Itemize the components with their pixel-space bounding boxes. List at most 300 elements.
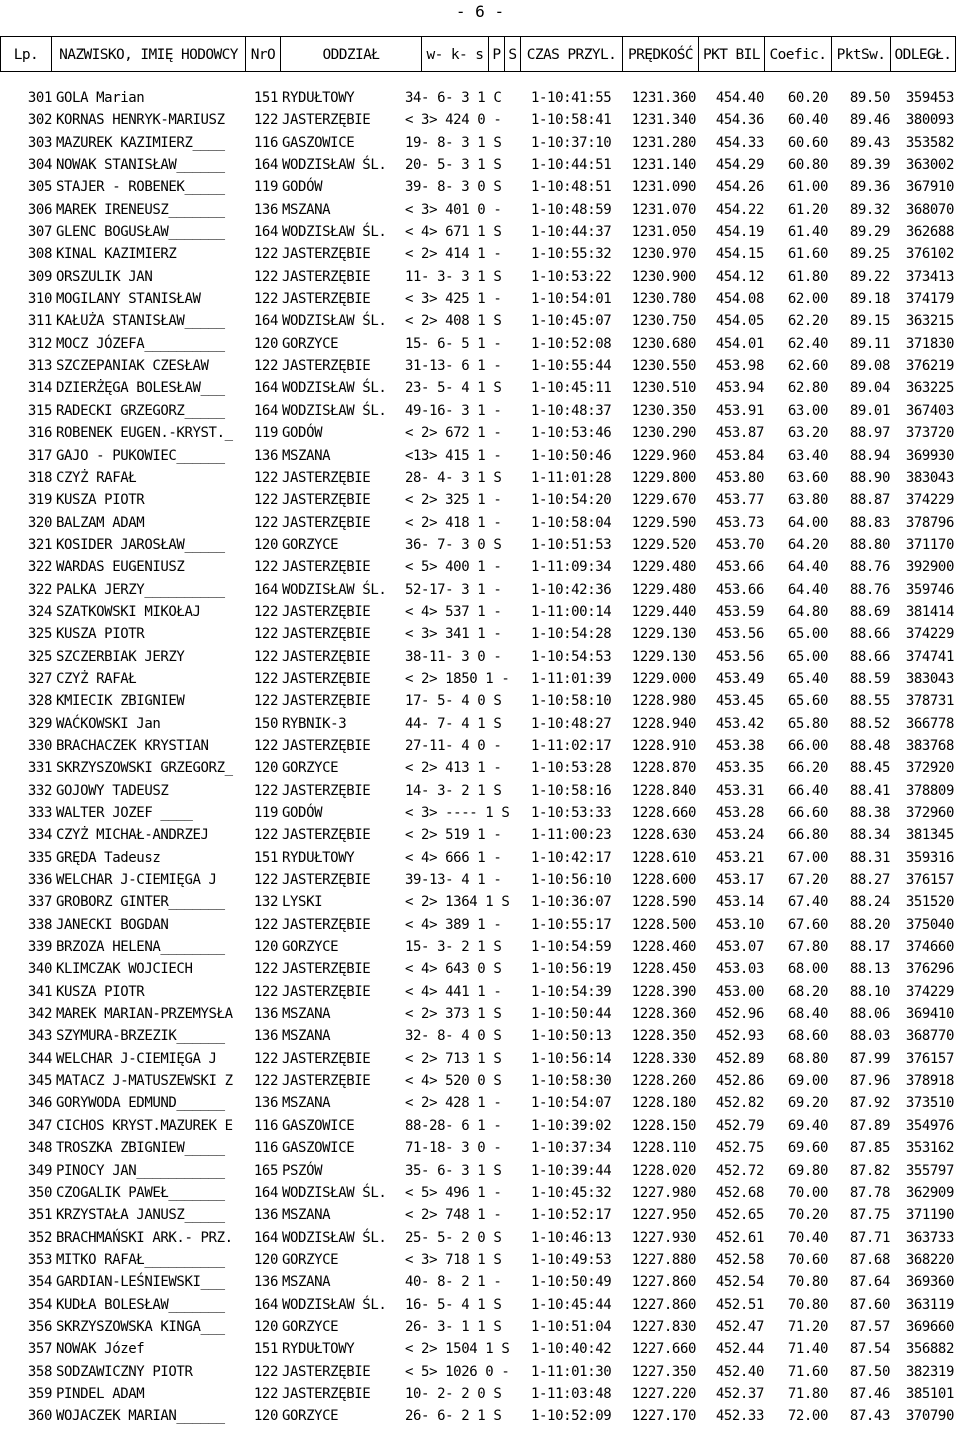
cell-lp: 334: [27, 827, 52, 844]
cell-lp: 358: [27, 1363, 52, 1380]
cell-czas: 1-10:41:55: [531, 90, 612, 106]
cell-coef: 60.80: [787, 157, 828, 174]
table-row: [0, 1204, 960, 1226]
cell-odleg: 368220: [905, 1251, 954, 1268]
cell-nro: 164: [253, 1229, 278, 1246]
cell-coef: 64.20: [787, 536, 828, 553]
cell-wks: < 4> 671 1 S: [405, 224, 502, 241]
cell-pktsw: 88.13: [849, 961, 890, 978]
table-row: [0, 489, 960, 511]
cell-coef: 62.80: [787, 380, 828, 397]
cell-pkt-bil: 452.72: [715, 1162, 764, 1179]
cell-oddzial: RYDUŁTOWY: [282, 90, 355, 106]
cell-name: KUSZA PIOTR: [56, 492, 145, 509]
cell-wks: 38-11- 3 0 -: [405, 648, 502, 665]
cell-czas: 1-10:55:17: [531, 916, 612, 933]
table-row: [0, 1294, 960, 1316]
cell-name: BALZAM ADAM: [56, 514, 145, 531]
cell-pktsw: 88.69: [849, 603, 890, 620]
cell-wks: 71-18- 3 0 -: [405, 1140, 502, 1157]
cell-name: WELCHAR J-CIEMIĘGA J: [56, 872, 217, 889]
cell-lp: 328: [27, 693, 52, 710]
cell-odleg: 363002: [905, 157, 954, 174]
cell-lp: 306: [27, 201, 52, 218]
cell-nro: 136: [253, 201, 278, 218]
cell-lp: 335: [27, 849, 52, 866]
cell-czas: 1-10:51:04: [531, 1318, 612, 1335]
cell-pkt-bil: 453.42: [715, 715, 764, 732]
cell-wks: < 5> 400 1 -: [405, 559, 502, 576]
cell-nro: 122: [253, 514, 278, 531]
cell-oddzial: JASTERZĘBIE: [282, 983, 371, 1000]
cell-lp: 330: [27, 737, 52, 754]
cell-oddzial: WODZISŁAW ŚL.: [282, 1229, 387, 1246]
cell-oddzial: JASTERZĘBIE: [282, 603, 371, 620]
cell-odleg: 351520: [905, 894, 954, 911]
cell-name: KUSZA PIOTR: [56, 983, 145, 1000]
cell-pkt-bil: 453.07: [715, 939, 764, 956]
cell-name: MAREK IRENEUSZ_______: [56, 201, 225, 218]
cell-predkosc: 1228.110: [631, 1140, 696, 1157]
cell-wks: < 2> 408 1 S: [405, 313, 502, 330]
cell-wks: < 3> 425 1 -: [405, 291, 502, 308]
cell-name: MAZUREK KAZIMIERZ____: [56, 134, 225, 151]
table-row: [0, 534, 960, 556]
table-row: [0, 713, 960, 735]
cell-pkt-bil: 452.61: [715, 1229, 764, 1246]
cell-odleg: 371190: [905, 1207, 954, 1224]
cell-name: WELCHAR J-CIEMIĘGA J: [56, 1050, 217, 1067]
cell-oddzial: JASTERZĘBIE: [282, 1385, 371, 1402]
cell-lp: 316: [27, 425, 52, 442]
table-row: [0, 1316, 960, 1338]
cell-lp: 305: [27, 179, 52, 196]
cell-pktsw: 89.18: [849, 291, 890, 308]
cell-name: CICHOS KRYST.MAZUREK E: [56, 1117, 233, 1134]
cell-pktsw: 87.60: [849, 1296, 890, 1313]
cell-coef: 67.20: [787, 872, 828, 889]
cell-lp: 359: [27, 1385, 52, 1402]
cell-lp: 346: [27, 1095, 52, 1112]
cell-pkt-bil: 453.59: [715, 603, 764, 620]
cell-predkosc: 1228.910: [631, 737, 696, 754]
cell-odleg: 367910: [905, 179, 954, 196]
table-row: [0, 1383, 960, 1405]
cell-wks: 11- 3- 3 1 S: [405, 268, 502, 285]
cell-coef: 66.60: [787, 805, 828, 821]
cell-wks: 39- 8- 3 0 S: [405, 179, 502, 196]
cell-wks: 15- 3- 2 1 S: [405, 939, 502, 956]
cell-nro: 122: [253, 603, 278, 620]
cell-czas: 1-11:03:48: [531, 1385, 612, 1402]
cell-coef: 63.40: [787, 447, 828, 464]
cell-odleg: 368770: [905, 1028, 954, 1045]
cell-coef: 69.00: [787, 1073, 828, 1090]
cell-wks: 52-17- 3 1 -: [405, 581, 502, 598]
cell-lp: 304: [27, 157, 52, 174]
cell-nro: 120: [253, 760, 278, 777]
table-row: [0, 400, 960, 422]
cell-coef: 69.80: [787, 1162, 828, 1179]
cell-nro: 122: [253, 827, 278, 844]
cell-pktsw: 88.80: [849, 536, 890, 553]
cell-predkosc: 1229.590: [631, 514, 696, 531]
cell-oddzial: JASTERZĘBIE: [282, 782, 371, 799]
cell-nro: 122: [253, 670, 278, 687]
cell-oddzial: JASTERZĘBIE: [282, 514, 371, 531]
cell-lp: 324: [27, 603, 52, 620]
cell-oddzial: GORZYCE: [282, 939, 339, 956]
cell-name: PINDEL ADAM: [56, 1385, 145, 1402]
cell-pkt-bil: 452.75: [715, 1140, 764, 1157]
cell-name: KINAL KAZIMIERZ: [56, 246, 177, 263]
cell-oddzial: RYDUŁTOWY: [282, 849, 355, 866]
cell-pktsw: 88.17: [849, 939, 890, 956]
cell-oddzial: GODÓW: [282, 179, 323, 196]
cell-name: KORNAS HENRYK-MARIUSZ: [56, 112, 225, 129]
cell-lp: 322: [27, 559, 52, 576]
cell-pkt-bil: 453.80: [715, 469, 764, 486]
cell-lp: 348: [27, 1140, 52, 1157]
cell-nro: 122: [253, 916, 278, 933]
cell-coef: 63.60: [787, 469, 828, 486]
header-s: S: [504, 36, 521, 72]
cell-coef: 67.60: [787, 916, 828, 933]
cell-wks: 14- 3- 2 1 S: [405, 782, 502, 799]
cell-oddzial: RYDUŁTOWY: [282, 1341, 355, 1358]
cell-pktsw: 88.27: [849, 872, 890, 889]
cell-czas: 1-10:54:01: [531, 291, 612, 308]
cell-oddzial: GASZOWICE: [282, 134, 355, 151]
table-row: [0, 780, 960, 802]
cell-coef: 65.40: [787, 670, 828, 687]
cell-nro: 164: [253, 224, 278, 241]
cell-nro: 122: [253, 872, 278, 889]
cell-pktsw: 87.43: [849, 1408, 890, 1425]
cell-nro: 151: [253, 849, 278, 866]
cell-nro: 164: [253, 157, 278, 174]
table-row: [0, 936, 960, 958]
cell-odleg: 385101: [905, 1385, 954, 1402]
cell-coef: 61.40: [787, 224, 828, 241]
cell-pkt-bil: 453.10: [715, 916, 764, 933]
cell-pkt-bil: 453.28: [715, 805, 764, 821]
cell-odleg: 363225: [905, 380, 954, 397]
header-pkt-bil: PKT BIL: [698, 36, 765, 72]
cell-pktsw: 88.94: [849, 447, 890, 464]
cell-nro: 122: [253, 961, 278, 978]
cell-czas: 1-10:48:51: [531, 179, 612, 196]
cell-czas: 1-11:09:34: [531, 559, 612, 576]
table-row: [0, 981, 960, 1003]
cell-predkosc: 1229.000: [631, 670, 696, 687]
cell-oddzial: GORZYCE: [282, 760, 339, 777]
cell-odleg: 370790: [905, 1408, 954, 1425]
cell-odleg: 354976: [905, 1117, 954, 1134]
cell-coef: 66.80: [787, 827, 828, 844]
cell-czas: 1-10:44:37: [531, 224, 612, 241]
cell-pktsw: 89.46: [849, 112, 890, 129]
cell-name: KUSZA PIOTR: [56, 626, 145, 643]
table-row: [0, 958, 960, 980]
cell-odleg: 369410: [905, 1006, 954, 1023]
cell-oddzial: WODZISŁAW ŚL.: [282, 157, 387, 174]
cell-nro: 120: [253, 1318, 278, 1335]
cell-czas: 1-10:44:51: [531, 157, 612, 174]
cell-czas: 1-10:54:39: [531, 983, 612, 1000]
cell-lp: 354: [27, 1296, 52, 1313]
cell-pktsw: 87.46: [849, 1385, 890, 1402]
cell-coef: 71.20: [787, 1318, 828, 1335]
cell-oddzial: JASTERZĘBIE: [282, 916, 371, 933]
cell-coef: 61.00: [787, 179, 828, 196]
cell-pkt-bil: 453.14: [715, 894, 764, 911]
cell-predkosc: 1227.860: [631, 1274, 696, 1291]
table-row: [0, 445, 960, 467]
cell-coef: 61.60: [787, 246, 828, 263]
cell-pkt-bil: 452.65: [715, 1207, 764, 1224]
cell-oddzial: GODÓW: [282, 805, 323, 821]
cell-pktsw: 87.89: [849, 1117, 890, 1134]
cell-oddzial: JASTERZĘBIE: [282, 626, 371, 643]
cell-czas: 1-10:56:14: [531, 1050, 612, 1067]
cell-name: GOLA Marian: [56, 90, 145, 106]
cell-lp: 314: [27, 380, 52, 397]
cell-lp: 333: [27, 805, 52, 821]
cell-name: SZCZEPANIAK CZESŁAW: [56, 358, 209, 375]
cell-odleg: 369660: [905, 1318, 954, 1335]
cell-predkosc: 1231.280: [631, 134, 696, 151]
cell-wks: < 4> 643 0 S: [405, 961, 502, 978]
cell-predkosc: 1228.660: [631, 805, 696, 821]
cell-lp: 308: [27, 246, 52, 263]
cell-pkt-bil: 452.68: [715, 1184, 764, 1201]
cell-czas: 1-10:52:17: [531, 1207, 612, 1224]
cell-coef: 70.20: [787, 1207, 828, 1224]
cell-nro: 165: [253, 1162, 278, 1179]
cell-oddzial: MSZANA: [282, 447, 331, 464]
cell-coef: 66.00: [787, 737, 828, 754]
cell-czas: 1-10:50:49: [531, 1274, 612, 1291]
cell-coef: 60.20: [787, 90, 828, 106]
cell-nro: 164: [253, 1184, 278, 1201]
cell-nro: 122: [253, 492, 278, 509]
cell-pktsw: 88.20: [849, 916, 890, 933]
cell-odleg: 374229: [905, 983, 954, 1000]
cell-pkt-bil: 453.94: [715, 380, 764, 397]
cell-predkosc: 1229.520: [631, 536, 696, 553]
cell-wks: < 2> 1364 1 S: [405, 894, 510, 911]
cell-pktsw: 89.22: [849, 268, 890, 285]
cell-lp: 332: [27, 782, 52, 799]
cell-oddzial: MSZANA: [282, 1207, 331, 1224]
cell-wks: 16- 5- 4 1 S: [405, 1296, 502, 1313]
cell-predkosc: 1230.750: [631, 313, 696, 330]
header-p: P: [488, 36, 505, 72]
cell-coef: 61.20: [787, 201, 828, 218]
cell-predkosc: 1229.670: [631, 492, 696, 509]
cell-wks: < 5> 1026 0 -: [405, 1363, 510, 1380]
cell-lp: 360: [27, 1408, 52, 1425]
cell-pkt-bil: 453.66: [715, 559, 764, 576]
table-row: [0, 467, 960, 489]
cell-czas: 1-10:55:44: [531, 358, 612, 375]
cell-wks: <13> 415 1 -: [405, 447, 502, 464]
cell-pktsw: 89.43: [849, 134, 890, 151]
cell-nro: 119: [253, 179, 278, 196]
cell-nro: 122: [253, 291, 278, 308]
cell-odleg: 362909: [905, 1184, 954, 1201]
cell-lp: 315: [27, 402, 52, 419]
cell-wks: 39-13- 4 1 -: [405, 872, 502, 889]
cell-czas: 1-10:36:07: [531, 894, 612, 911]
cell-coef: 64.00: [787, 514, 828, 531]
cell-lp: 310: [27, 291, 52, 308]
cell-pktsw: 87.54: [849, 1341, 890, 1358]
table-row: [0, 891, 960, 913]
cell-predkosc: 1231.050: [631, 224, 696, 241]
cell-coef: 63.00: [787, 402, 828, 419]
cell-odleg: 371830: [905, 335, 954, 352]
cell-czas: 1-10:54:28: [531, 626, 612, 643]
cell-wks: 40- 8- 2 1 -: [405, 1274, 502, 1291]
cell-wks: < 3> 424 0 -: [405, 112, 502, 129]
cell-coef: 70.00: [787, 1184, 828, 1201]
cell-pkt-bil: 454.05: [715, 313, 764, 330]
cell-wks: < 2> 325 1 -: [405, 492, 502, 509]
cell-odleg: 376157: [905, 1050, 954, 1067]
cell-pkt-bil: 454.12: [715, 268, 764, 285]
cell-wks: < 3> 341 1 -: [405, 626, 502, 643]
cell-pktsw: 87.68: [849, 1251, 890, 1268]
cell-odleg: 378809: [905, 782, 954, 799]
cell-oddzial: WODZISŁAW ŚL.: [282, 402, 387, 419]
cell-lp: 336: [27, 872, 52, 889]
cell-pkt-bil: 453.38: [715, 737, 764, 754]
cell-czas: 1-10:58:16: [531, 782, 612, 799]
cell-wks: < 2> 414 1 -: [405, 246, 502, 263]
cell-coef: 72.00: [787, 1408, 828, 1425]
page-number: - 6 -: [455, 2, 505, 21]
header-nro: NrO: [245, 36, 281, 72]
cell-czas: 1-10:49:53: [531, 1251, 612, 1268]
cell-wks: 25- 5- 2 0 S: [405, 1229, 502, 1246]
cell-oddzial: JASTERZĘBIE: [282, 872, 371, 889]
table-row: [0, 623, 960, 645]
cell-pkt-bil: 452.44: [715, 1341, 764, 1358]
cell-czas: 1-10:37:34: [531, 1140, 612, 1157]
cell-lp: 307: [27, 224, 52, 241]
cell-name: GROBORZ GINTER_______: [56, 894, 225, 911]
cell-odleg: 381345: [905, 827, 954, 844]
cell-nro: 136: [253, 1274, 278, 1291]
cell-predkosc: 1228.180: [631, 1095, 696, 1112]
cell-pktsw: 87.92: [849, 1095, 890, 1112]
cell-name: GAJO - PUKOWIEC______: [56, 447, 225, 464]
cell-name: MOCZ JÓZEFA__________: [56, 335, 225, 352]
cell-nro: 136: [253, 1207, 278, 1224]
cell-nro: 122: [253, 693, 278, 710]
table-row: [0, 556, 960, 578]
cell-predkosc: 1227.950: [631, 1207, 696, 1224]
table-row: [0, 757, 960, 779]
cell-oddzial: WODZISŁAW ŚL.: [282, 224, 387, 241]
cell-pkt-bil: 454.15: [715, 246, 764, 263]
cell-name: RADECKI GRZEGORZ_____: [56, 402, 225, 419]
cell-lp: 302: [27, 112, 52, 129]
cell-coef: 62.20: [787, 313, 828, 330]
cell-oddzial: JASTERZĘBIE: [282, 268, 371, 285]
cell-predkosc: 1230.780: [631, 291, 696, 308]
cell-name: MATACZ J-MATUSZEWSKI Z: [56, 1073, 233, 1090]
table-row: [0, 1227, 960, 1249]
cell-pktsw: 89.15: [849, 313, 890, 330]
cell-nro: 119: [253, 425, 278, 442]
cell-name: WALTER JOZEF ____: [56, 805, 193, 821]
cell-czas: 1-10:53:46: [531, 425, 612, 442]
cell-lp: 356: [27, 1318, 52, 1335]
cell-coef: 65.00: [787, 648, 828, 665]
cell-wks: < 4> 520 0 S: [405, 1073, 502, 1090]
cell-predkosc: 1230.550: [631, 358, 696, 375]
cell-pktsw: 88.66: [849, 648, 890, 665]
table-row: [0, 310, 960, 332]
cell-odleg: 372960: [905, 805, 954, 821]
cell-pkt-bil: 454.36: [715, 112, 764, 129]
table-row: [0, 1115, 960, 1137]
cell-lp: 331: [27, 760, 52, 777]
cell-czas: 1-11:01:28: [531, 469, 612, 486]
cell-name: GLENC BOGUSŁAW_______: [56, 224, 225, 241]
table-row: [0, 824, 960, 846]
cell-pkt-bil: 453.24: [715, 827, 764, 844]
table-row: [0, 579, 960, 601]
cell-oddzial: MSZANA: [282, 1006, 331, 1023]
cell-czas: 1-10:48:27: [531, 715, 612, 732]
table-row: [0, 243, 960, 265]
cell-lp: 309: [27, 268, 52, 285]
table-row: [0, 87, 960, 109]
cell-name: WOJACZEK MARIAN______: [56, 1408, 225, 1425]
cell-name: MAREK MARIAN-PRZEMYSŁA: [56, 1006, 233, 1023]
cell-czas: 1-11:00:23: [531, 827, 612, 844]
cell-pkt-bil: 453.56: [715, 626, 764, 643]
cell-lp: 357: [27, 1341, 52, 1358]
cell-pkt-bil: 452.79: [715, 1117, 764, 1134]
cell-wks: < 2> 413 1 -: [405, 760, 502, 777]
cell-name: CZYŻ MICHAŁ-ANDRZEJ: [56, 827, 209, 844]
cell-oddzial: JASTERZĘBIE: [282, 358, 371, 375]
table-row: [0, 646, 960, 668]
cell-odleg: 356882: [905, 1341, 954, 1358]
cell-predkosc: 1228.330: [631, 1050, 696, 1067]
cell-lp: 340: [27, 961, 52, 978]
cell-coef: 67.40: [787, 894, 828, 911]
cell-czas: 1-10:45:07: [531, 313, 612, 330]
cell-coef: 70.80: [787, 1296, 828, 1313]
cell-oddzial: JASTERZĘBIE: [282, 246, 371, 263]
cell-nro: 164: [253, 313, 278, 330]
cell-nro: 116: [253, 1140, 278, 1157]
cell-czas: 1-10:54:20: [531, 492, 612, 509]
cell-name: BRACHMAŃSKI ARK.- PRZ.: [56, 1229, 233, 1246]
cell-oddzial: JASTERZĘBIE: [282, 291, 371, 308]
cell-oddzial: JASTERZĘBIE: [282, 469, 371, 486]
cell-pktsw: 88.66: [849, 626, 890, 643]
cell-czas: 1-10:55:32: [531, 246, 612, 263]
cell-pkt-bil: 452.54: [715, 1274, 764, 1291]
cell-czas: 1-10:54:53: [531, 648, 612, 665]
